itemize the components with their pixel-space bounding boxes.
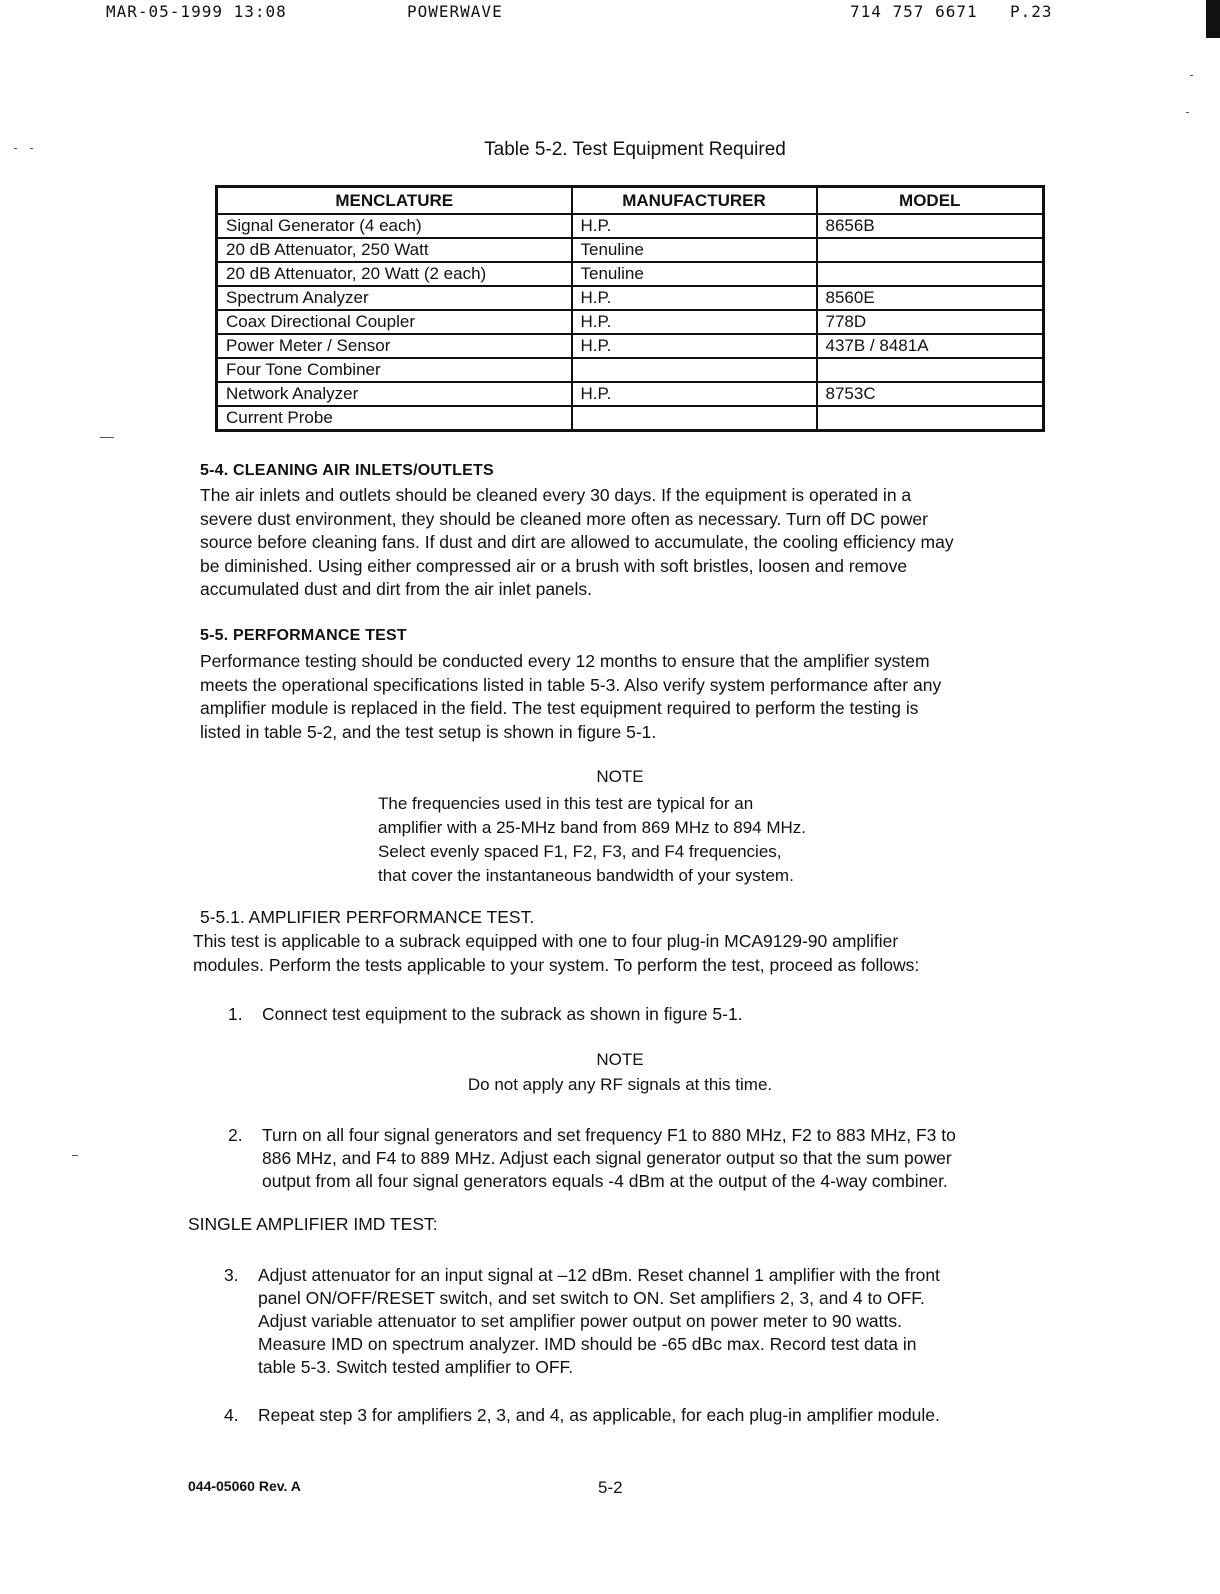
step-line: panel ON/OFF/RESET switch, and set switch to ON. Set amplifiers 2, 3, and 4 to OFF. [258, 1288, 925, 1308]
scan-edge-mark [1206, 0, 1220, 38]
note-line: The frequencies used in this test are typical for an [378, 794, 754, 813]
scan-speck [1186, 112, 1189, 113]
cell-manufacturer: Tenuline [572, 238, 817, 262]
step-text: Connect test equipment to the subrack as shown in figure 5-1. [262, 1004, 743, 1024]
cell-nomenclature: Four Tone Combiner [217, 358, 572, 382]
body-line: meets the operational specifications listed in table 5-3. Also verify system performance after any [200, 674, 942, 695]
cell-model [817, 238, 1044, 262]
column-header-model: MODEL [817, 187, 1044, 215]
cell-model: 8560E [817, 286, 1044, 310]
step-text [258, 1264, 940, 1379]
step-number: 4. [224, 1405, 239, 1425]
cell-manufacturer: H.P. [572, 382, 817, 406]
cell-nomenclature: Power Meter / Sensor [217, 334, 572, 358]
cell-manufacturer: H.P. [572, 334, 817, 358]
cell-nomenclature: 20 dB Attenuator, 250 Watt [217, 238, 572, 262]
body-line: accumulated dust and dirt from the air inlet panels. [200, 579, 593, 599]
cell-manufacturer: H.P. [572, 214, 817, 238]
frequency-note [378, 792, 878, 888]
section-5-5-1-body [193, 930, 1053, 977]
section-5-4-heading: 5-4. CLEANING AIR INLETS/OUTLETS [200, 462, 494, 479]
cell-nomenclature: Signal Generator (4 each) [217, 214, 572, 238]
document-number: 044-05060 Rev. A [188, 1478, 301, 1494]
fax-page: P.23 [1010, 2, 1053, 21]
step-line: output from all four signal generators equals -4 dBm at the output of the 4-way combiner. [262, 1171, 948, 1191]
cell-nomenclature: Current Probe [217, 406, 572, 431]
body-line: source before cleaning fans. If dust and dirt are allowed to accumulate, the cooling efficiency may [200, 532, 954, 552]
table-title: Table 5-2. Test Equipment Required [484, 139, 786, 160]
body-line: severe dust environment, they should be cleaned more often as necessary. Turn off DC power [200, 508, 928, 529]
section-5-5-1-heading: 5-5.1. AMPLIFIER PERFORMANCE TEST. [200, 907, 535, 927]
table-row [217, 238, 1044, 262]
column-header-nomenclature: MENCLATURE [217, 187, 572, 215]
step-line: Turn on all four signal generators and set frequency F1 to 880 MHz, F2 to 883 MHz, F3 to [262, 1125, 956, 1145]
body-line: listed in table 5-2, and the test setup is shown in figure 5-1. [200, 721, 657, 742]
cell-manufacturer: H.P. [572, 310, 817, 334]
rf-signal-note: Do not apply any RF signals at this time. [467, 1075, 773, 1094]
column-header-manufacturer: MANUFACTURER [572, 187, 817, 215]
body-line: Performance testing should be conducted every 12 months to ensure that the amplifier system [200, 651, 930, 671]
cell-model [817, 406, 1044, 431]
cell-manufacturer: Tenuline [572, 262, 817, 286]
page-number: 5-2 [598, 1478, 623, 1497]
step-text: Repeat step 3 for amplifiers 2, 3, and 4, as applicable, for each plug-in amplifier module. [258, 1405, 940, 1425]
table-row [217, 406, 1044, 431]
fax-date-time: MAR-05-1999 13:08 [106, 2, 287, 21]
table-row [217, 310, 1044, 334]
scan-speck [100, 437, 114, 438]
note-label: NOTE [596, 767, 644, 786]
fax-phone: 714 757 6671 [850, 2, 978, 21]
body-line: This test is applicable to a subrack equipped with one to four plug-in MCA9129-90 amplifier [193, 931, 899, 951]
section-5-5-heading: 5-5. PERFORMANCE TEST [200, 627, 407, 644]
cell-manufacturer: H.P. [572, 286, 817, 310]
note-line: that cover the instantaneous bandwidth of your system. [378, 866, 794, 885]
cell-model: 437B / 8481A [817, 334, 1044, 358]
body-line: amplifier module is replaced in the field. The test equipment required to perform the testing is [200, 698, 919, 718]
table-row [217, 334, 1044, 358]
table-row [217, 262, 1044, 286]
cell-nomenclature: 20 dB Attenuator, 20 Watt (2 each) [217, 262, 572, 286]
note-line: amplifier with a 25-MHz band from 869 MHz to 894 MHz. [378, 818, 806, 837]
step-number: 1. [228, 1004, 243, 1024]
step-line: Adjust variable attenuator to set amplifier power output on power meter to 90 watts. [258, 1311, 902, 1331]
note-line: Select evenly spaced F1, F2, F3, and F4 frequencies, [378, 842, 782, 861]
step-text [262, 1124, 956, 1193]
cell-manufacturer [572, 358, 817, 382]
scan-speck [1190, 75, 1193, 76]
step-line: 886 MHz, and F4 to 889 MHz. Adjust each signal generator output so that the sum power [262, 1148, 952, 1168]
test-equipment-table [215, 185, 1045, 432]
step-number: 3. [224, 1265, 239, 1285]
step-line: Adjust attenuator for an input signal at –12 dBm. Reset channel 1 amplifier with the front [258, 1265, 940, 1285]
body-line: be diminished. Using either compressed air or a brush with soft bristles, loosen and remove [200, 555, 908, 576]
body-line: The air inlets and outlets should be cleaned every 30 days. If the equipment is operated in a [200, 485, 912, 505]
body-line: modules. Perform the tests applicable to your system. To perform the test, proceed as follows: [193, 954, 920, 975]
section-5-4-body [200, 484, 1060, 602]
cell-model: 778D [817, 310, 1044, 334]
step-number: 2. [228, 1125, 243, 1145]
cell-model [817, 358, 1044, 382]
cell-nomenclature: Spectrum Analyzer [217, 286, 572, 310]
step-line: table 5-3. Switch tested amplifier to OFF. [258, 1357, 574, 1377]
single-amplifier-imd-heading: SINGLE AMPLIFIER IMD TEST: [188, 1214, 438, 1234]
table-header-row [217, 187, 1044, 215]
step-line: Measure IMD on spectrum analyzer. IMD should be -65 dBc max. Record test data in [258, 1334, 917, 1354]
cell-nomenclature: Coax Directional Coupler [217, 310, 572, 334]
table-row [217, 214, 1044, 238]
section-5-5-body [200, 650, 1060, 744]
scan-speck [72, 1155, 78, 1156]
cell-nomenclature: Network Analyzer [217, 382, 572, 406]
cell-model [817, 262, 1044, 286]
fax-sender: POWERWAVE [407, 2, 503, 21]
table-row [217, 286, 1044, 310]
table-row [217, 358, 1044, 382]
cell-manufacturer [572, 406, 817, 431]
cell-model: 8753C [817, 382, 1044, 406]
note-label: NOTE [596, 1050, 644, 1069]
cell-model: 8656B [817, 214, 1044, 238]
table-row [217, 382, 1044, 406]
